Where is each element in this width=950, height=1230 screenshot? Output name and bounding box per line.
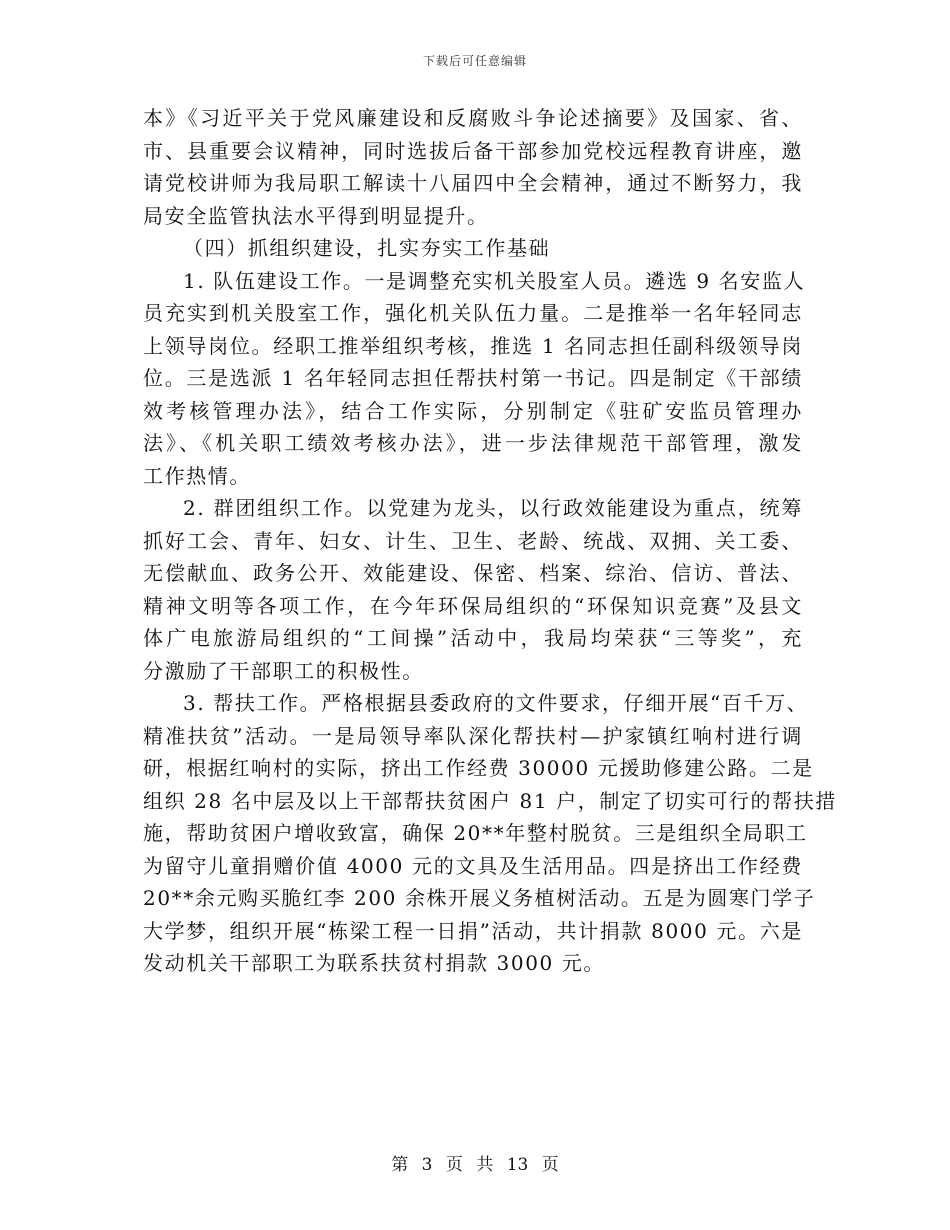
text-line: 抓好工会、青年、妇女、计生、卫生、老龄、统战、双拥、关工委、 <box>143 528 803 553</box>
text-line: 1. 队伍建设工作。一是调整充实机关股室人员。遴选 9 名安监人 <box>183 268 806 293</box>
text-line: 施，帮助贫困户增收致富，确保 20**年整村脱贫。三是组织全局职工 <box>143 821 808 845</box>
header-note: 下载后可任意编辑 <box>422 54 527 68</box>
text-line: 无偿献血、政务公开、效能建设、保密、档案、综治、信访、普法、 <box>143 561 803 585</box>
text-line: 大学梦，组织开展“栋梁工程一日捐”活动，共计捐款 8000 元。六是 <box>143 918 803 943</box>
text-line: 3. 帮扶工作。严格根据县委政府的文件要求，仔细开展“百千万、 <box>183 691 809 715</box>
text-line: 精准扶贫”活动。一是局领导率队深化帮扶村—护家镇红响村进行调 <box>143 723 803 748</box>
text-line: 效考核管理办法》，结合工作实际，分别制定《驻矿安监员管理办 <box>143 398 803 423</box>
text-line: 研，根据红响村的实际，挤出工作经费 30000 元援助修建公路。二是 <box>143 756 814 780</box>
text-line: 发动机关干部职工为联系扶贫村捐款 3000 元。 <box>143 951 606 975</box>
text-line: 位。三是选派 1 名年轻同志担任帮扶村第一书记。四是制定《干部绩 <box>143 366 803 390</box>
text-line: （四）抓组织建设，扎实夯实工作基础 <box>183 236 551 260</box>
text-line: 组织 28 名中层及以上干部帮扶贫困户 81 户，制定了切实可行的帮扶措 <box>143 788 837 813</box>
text-line: 法》、《机关职工绩效考核办法》，进一步法律规范干部管理，激发 <box>143 431 803 455</box>
body-text <box>143 102 837 980</box>
page-footer: 第 3 页 共 13 页 <box>391 1155 559 1175</box>
text-line: 员充实到机关股室工作，强化机关队伍力量。二是推举一名年轻同志 <box>143 301 803 325</box>
text-line: 上领导岗位。经职工推举组织考核，推选 1 名同志担任副科级领导岗 <box>143 333 803 358</box>
text-line: 本》《习近平关于党风廉建设和反腐败斗争论述摘要》及国家、省、 <box>143 106 803 130</box>
text-line: 局安全监管执法水平得到明显提升。 <box>143 203 489 228</box>
text-line: 体广电旅游局组织的“工间操”活动中，我局均荣获“三等奖”，充 <box>143 626 803 650</box>
text-line: 2. 群团组织工作。以党建为龙头，以行政效能建设为重点，统筹 <box>183 496 803 520</box>
text-line: 请党校讲师为我局职工解读十八届四中全会精神，通过不断努力，我 <box>143 171 803 195</box>
text-line: 市、县重要会议精神，同时选拔后备干部参加党校远程教育讲座，邀 <box>143 138 803 163</box>
text-line: 为留守儿童捐赠价值 4000 元的文具及生活用品。四是挤出工作经费 <box>143 853 803 878</box>
text-line: 20**余元购买脆红李 200 余株开展义务植树活动。五是为圆寒门学子 <box>143 886 816 910</box>
text-line: 分激励了干部职工的积极性。 <box>143 658 424 683</box>
text-line: 工作热情。 <box>143 463 251 488</box>
text-line: 精神文明等各项工作，在今年环保局组织的“环保知识竞赛”及县文 <box>143 593 803 618</box>
